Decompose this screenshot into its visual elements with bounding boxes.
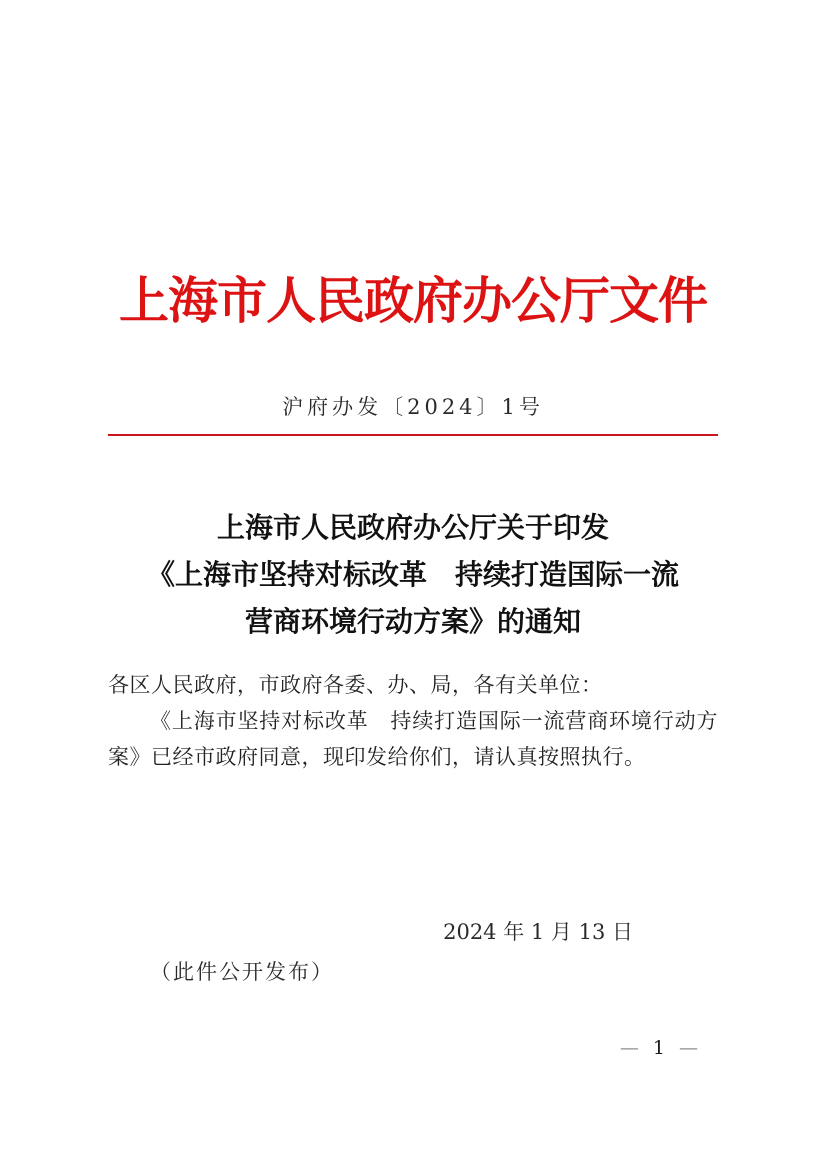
notice-title-line-2: 《上海市坚持对标改革 持续打造国际一流: [146, 558, 679, 591]
notice-title: [0, 504, 826, 645]
page-number-dash-right: —: [679, 1037, 698, 1059]
public-release-note: （此件公开发布）: [150, 960, 334, 984]
issue-date: 2024 年 1 月 13 日: [443, 920, 633, 944]
notice-title-line-3: 营商环境行动方案》的通知: [244, 605, 581, 638]
notice-title-line-1: 上海市人民政府办公厅关于印发: [216, 511, 609, 544]
body-paragraph: 《上海市坚持对标改革 持续打造国际一流营商环境行动方案》已经市政府同意，现印发给你们，请认真按照执行。: [108, 709, 718, 769]
red-separator-rule: [108, 434, 718, 436]
agency-banner-title: 上海市人民政府办公厅文件: [119, 271, 707, 330]
salutation-line: 各区人民政府，市政府各委、办、局，各有关单位：: [108, 673, 603, 697]
document-number: 沪府办发〔2024〕1号: [282, 395, 544, 419]
page-number: [620, 1038, 698, 1058]
page-number-dash-left: —: [619, 1037, 639, 1059]
page-number-value: 1: [652, 1037, 665, 1059]
document-body: [108, 667, 718, 775]
